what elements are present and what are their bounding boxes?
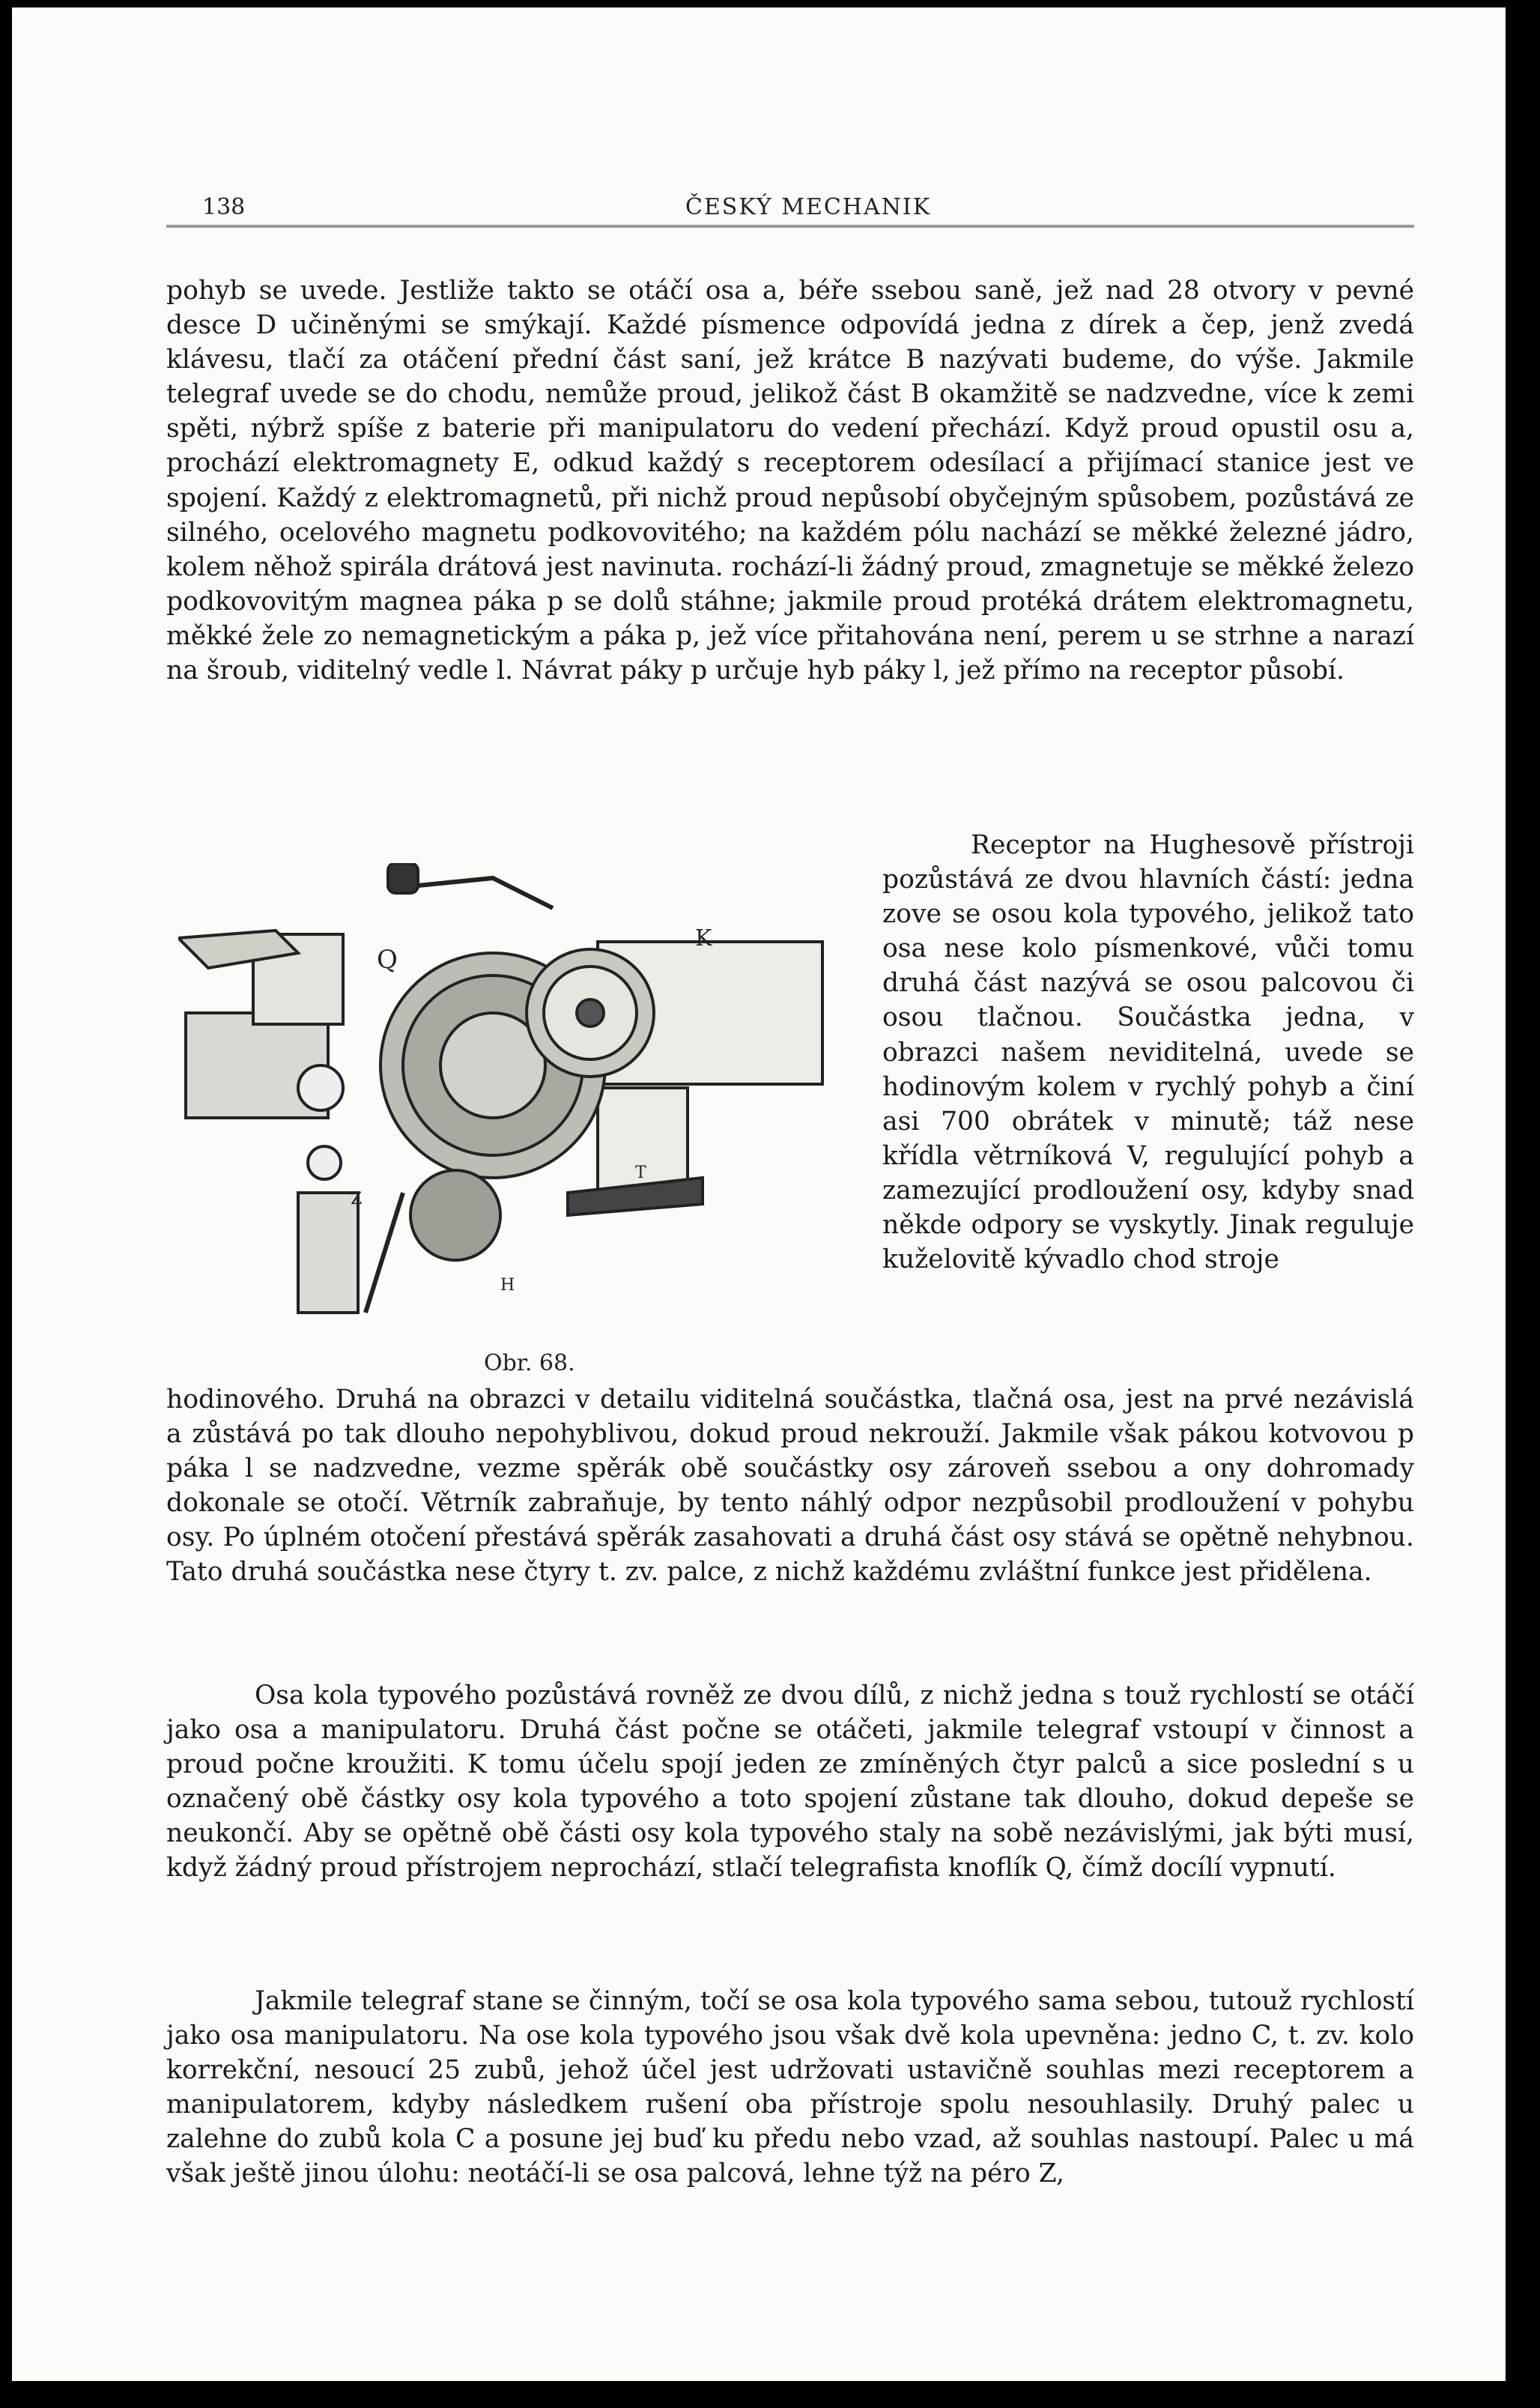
journal-title: ČESKÝ MECHANIK: [685, 194, 932, 220]
paragraph-2-continued: hodinového. Druhá na obrazci v detailu viditelná součástka, tlačná osa, jest na prvé nezávislá a zůstává po tak dlouho nepohyblivou, dokud proud nekrouží. Jakmile však pákou kotvovou p páka l se nadzvedne, vezme spěrák obě součástky osy zároveň ssebou a ony dohromady dokonale se otočí. Větrník zabraňuje, by tento náhlý odpor nezpůsobil prodloužení v pohybu osy. Po úplném otočení přestává spěrák zasahovati a druhá část osy stává se opětně nehybnou. Tato druhá součástka nese čtyry t. zv. palce, z nichž každému zvláštní funkce jest přidělena.: [166, 1385, 1414, 1588]
figure-hughes-receptor: [178, 863, 852, 1316]
label-t: T: [635, 1164, 646, 1182]
paragraph-4: Jakmile telegraf stane se činným, točí se osa kola typového sama sebou, tutouž rychlostí jako osa manipulatoru. Na ose kola typového jsou však dvě kola upevněna: jedno C, t. zv. kolo korrekční, nesoucí 25 zubů, jehož účel jest udržovati ustavičně souhlas mezi receptorem a manipulatorem, kdyby následkem rušení oba přístroje spolu nesouhlasily. Druhý palec u zalehne do zubů kola C a posune jej buď ku předu nebo vzad, až souhlas nastoupí. Palec u má však ještě jinou úlohu: neotáčí-li se osa palcová, lehne týž na péro Z,: [166, 1986, 1414, 2189]
label-h: H: [500, 1276, 515, 1295]
label-q: Q: [377, 945, 398, 975]
label-z: Z: [351, 1190, 363, 1208]
label-k: K: [695, 925, 712, 952]
running-header: [190, 191, 1426, 227]
header-rule: [166, 225, 1414, 228]
paragraph-3: Osa kola typového pozůstává rovněž ze dvou dílů, z nichž jedna s touž rychlostí se otáčí jako osa a manipulatoru. Druhá část počne se otáčeti, jakmile telegraf vstoupí v činnost a proud počne kroužiti. K tomu účelu spojí jeden ze zmíněných čtyr palců a sice poslední s u označený obě částky osy kola typového a toto spojení zůstane tak dlouho, dokud depeše se neukončí. Aby se opětně obě části osy kola typového staly na sobě nezávislými, jak býti musí, když žádný proud přístrojem neprochází, stlačí telegrafista knoflík Q, čímž docílí vypnutí.: [166, 1681, 1414, 1884]
paragraph-2-column: Receptor na Hughesově přístroji pozůstává ze dvou hlavních částí: jedna zove se osou kola typového, jelikož tato osa nese kolo písmenkové, vůči tomu druhá část nazývá se osou palcovou či osou tlačnou. Součástka jedna, v obrazci našem neviditelná, uvede se hodinovým kolem v rychlý pohyb a činí asi 700 obrátek v minutě; táž nese křídla větrníková V, regulující pohyb a zamezující prodloužení osy, kdyby snad někde odpory se vyskytly. Jinak reguluje kuželovitě kývadlo chod stroje: [882, 830, 1414, 1275]
paragraph-1: pohyb se uvede. Jestliže takto se otáčí osa a, béře ssebou saně, jež nad 28 otvory v pevné desce D učiněnými se smýkají. Každé písmence odpovídá jedna z dírek a čep, jenž zvedá klávesu, tlačí za otáčení přední část saní, jež krátce B nazývati budeme, do výše. Jakmile telegraf uvede se do chodu, nemůže proud, jelikož část B okamžitě se nadzvedne, více k zemi spěti, nýbrž spíše z baterie při manipulatoru do vedení přechází. Když proud opustil osu a, prochází elektromagnety E, odkud každý s receptorem odesílací a přijímací stanice jest ve spojení. Každý z elektromagnetů, při nichž proud nepůsobí obyčejným spůsobem, pozůstává ze silného, ocelového magnetu podkovovitého; na každém pólu nachází se měkké železné jádro, kolem něhož spirála drátová jest navinuta. rochází-li žádný proud, zmagnetuje se měkké železo podkovovitým magnea páka p se dolů stáhne; jakmile proud protéká drátem elektromagnetu, měkké žele zo nemagnetickým a páka p, jež více přitahována není, perem u se strhne a narazí na šroub, viditelný vedle l. Návrat páky p určuje hyb páky l, jež přímo na receptor působí.: [166, 276, 1414, 686]
receptor-illustration: [178, 863, 852, 1316]
page-number: 138: [202, 194, 246, 220]
figure-caption: Obr. 68.: [484, 1350, 575, 1376]
